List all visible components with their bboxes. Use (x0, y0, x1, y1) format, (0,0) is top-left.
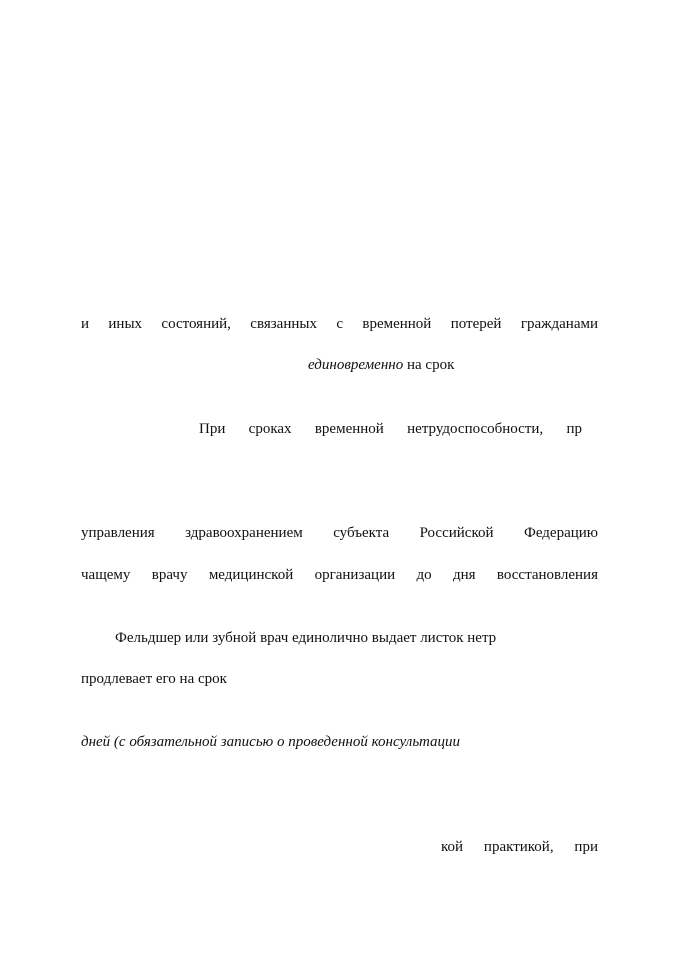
text-line-6: Фельдшер или зубной врач единолично выдает листок нетр (115, 630, 497, 646)
text-line-3: При сроках временной нетрудоспособности, пр (199, 421, 582, 437)
text-line-4: управления здравоохранением субъекта Российской Федерацию (81, 525, 598, 541)
text-line-9: кой практикой, при (441, 839, 598, 855)
text-line-2 (308, 356, 454, 374)
italic-word: единовременно (308, 357, 404, 373)
text-line-8: дней (с обязательной записью о проведенной консультации (81, 734, 460, 750)
text-line-1: и иных состояний, связанных с временной потерей гражданами (81, 316, 598, 332)
text-line-7: продлевает его на срок (81, 671, 227, 687)
text-line-5: чащему врачу медицинской организации до дня восстановления (81, 567, 598, 583)
text-fragment: на срок (403, 357, 455, 373)
